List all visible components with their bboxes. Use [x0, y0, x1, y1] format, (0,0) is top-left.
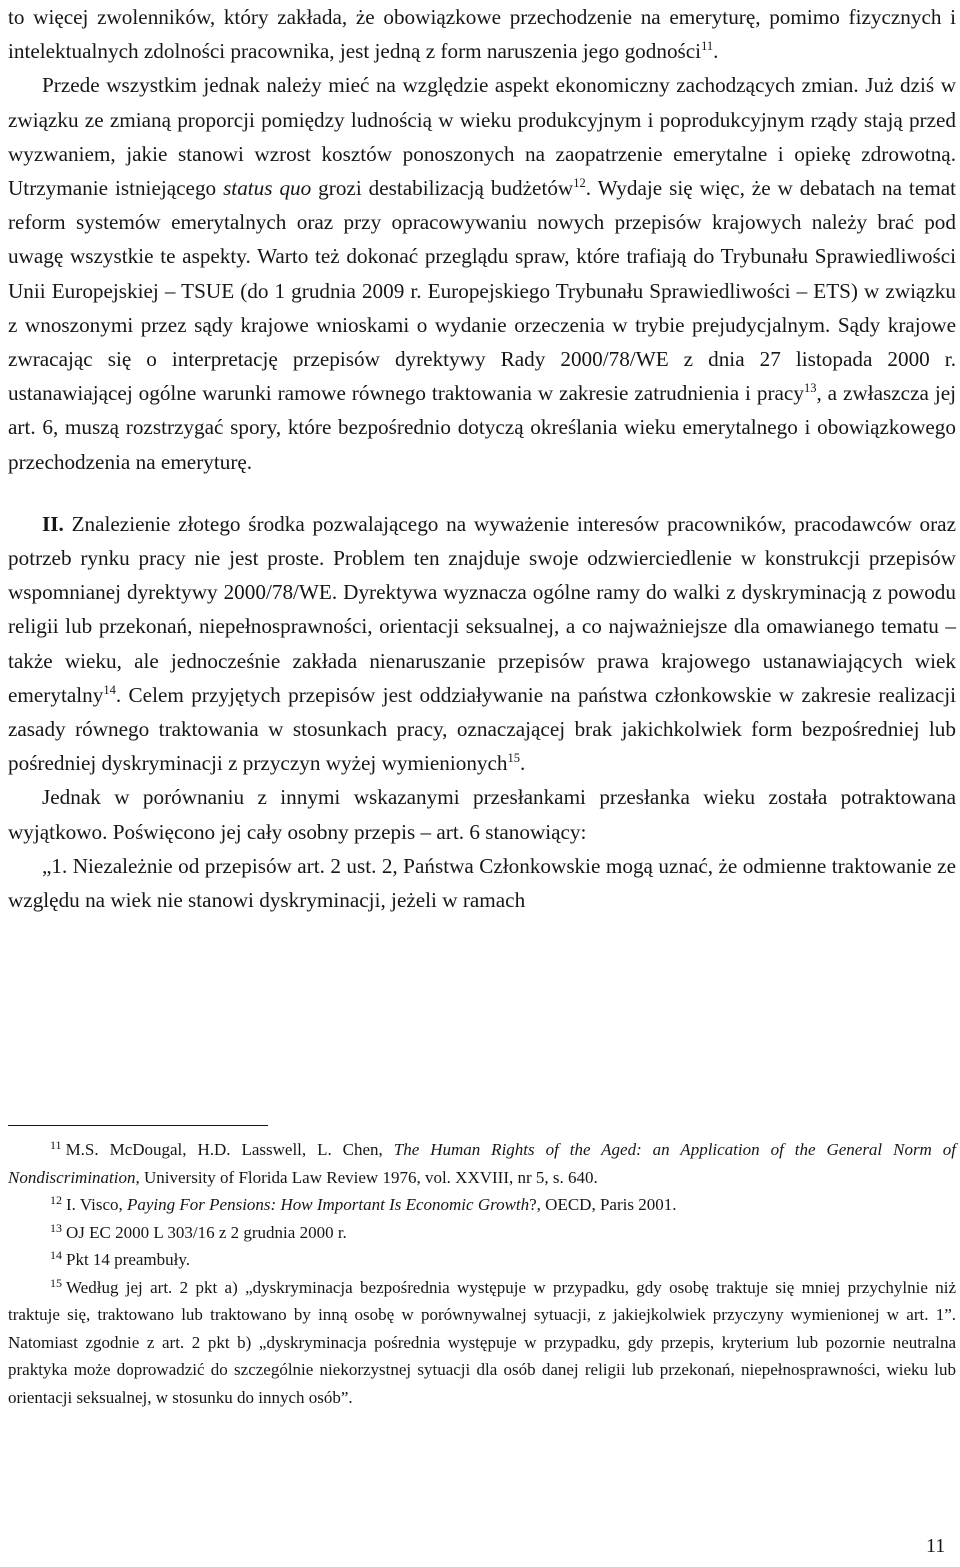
footnote-12 — [8, 1191, 956, 1219]
text-run: ?, OECD, Paris 2001. — [529, 1195, 677, 1214]
text-run: Pkt 14 preambuły. — [66, 1250, 191, 1269]
page — [8, 0, 956, 917]
footnotes — [8, 1136, 956, 1411]
text-run: Według jej art. 2 pkt a) „dyskryminacja bezpośrednia występuje w przypadku, gdy osobę traktuje się mniej przychylnie niż traktuje się, traktowano lub traktowano by inną osobę w porównywalnej sytuacji, z jakiejkolwiek przyczyny wymienionej w art. 1”. Natomiast zgodnie z art. 2 pkt b) „dyskryminacja pośrednia występuje w przypadku, gdy przepis, kryterium lub pozornie neutralna praktyka może doprowadzić do szczególnie niekorzystnej sytuacji dla osób danej religii lub przekonań, niepełnosprawności, wieku lub orientacji seksualnej, w stosunku do innych osób”. — [8, 1277, 956, 1407]
footnote-13 — [8, 1219, 956, 1247]
text-run: OJ EC 2000 L 303/16 z 2 grudnia 2000 r. — [66, 1222, 347, 1242]
footnote-reference: 13 — [803, 381, 817, 396]
text-run: I. Visco, — [66, 1195, 127, 1214]
body-paragraph — [8, 507, 956, 781]
footnote-reference: 15 — [507, 751, 521, 766]
text-run: to więcej zwolenników, który zakłada, że obowiązkowe przechodzenie na emeryturę, pomimo fizycznych i intelektualnych zdolności pracownika, jest jedną z form naruszenia jego godności — [8, 5, 956, 64]
text-run: Jednak w porównaniu z innymi wskazanymi przesłankami przesłanka wieku została potraktowana wyjątkowo. Poświęcono jej cały osobny przepis – art. 6 stanowiący: — [8, 785, 956, 844]
text-run: „1. Niezależnie od przepisów art. 2 ust. 2, Państwa Członkowskie mogą uznać, że odmienne traktowanie ze względu na wiek nie stanowi dyskryminacji, jeżeli w ramach — [8, 853, 956, 913]
footnote-number: 12 — [50, 1193, 62, 1207]
body-paragraph — [8, 780, 956, 848]
text-run: Znalezienie złotego środka pozwalającego na wyważenie interesów pracowników, pracodawców oraz potrzeb rynku pracy nie jest proste. Problem ten znajduje swoje odzwierciedlenie w konstrukcji przepisów wspomnianej dyrektywy 2000/78/WE. Dyrektywa wyznacza ogólne ramy do walki z dyskryminacją z powodu religii lub przekonań, niepełnosprawności, orientacji seksualnej, a co najważniejsze dla omawianego tematu – także wieku, ale jednocześnie zakłada nienaruszanie przepisów prawa krajowego ustanawiających wiek emerytalny — [8, 511, 956, 707]
footnote-number: 15 — [50, 1275, 62, 1290]
text-run: , a zwłaszcza jej art. 6, muszą rozstrzygać spory, które bezpośrednio dotyczą określania wieku emerytalnego i obowiązkowego przechodzenia na emeryturę. — [8, 381, 956, 474]
footnote-15 — [8, 1274, 956, 1412]
footnote-reference: 14 — [103, 682, 116, 697]
body-text — [8, 0, 956, 917]
footnote-number: 14 — [50, 1248, 62, 1262]
text-run: grozi destabilizacją budżetów — [311, 176, 574, 201]
text-run: . Celem przyjętych przepisów jest oddziaływanie na państwa członkowskie w zakresie realizacji zasady równego traktowania w stosunkach pracy, oznaczającej brak jakichkolwiek form bezpośredniej lub pośredniej dyskryminacji z przyczyn wyżej wymienionych — [8, 682, 956, 776]
page-number: 11 — [926, 1535, 946, 1557]
body-paragraph — [8, 0, 956, 68]
italic-text: Paying For Pensions: How Important Is Economic Growth — [127, 1195, 530, 1214]
footnote-11 — [8, 1136, 956, 1191]
section-number: II. — [42, 511, 64, 536]
footnote-reference: 12 — [573, 176, 586, 191]
italic-text: The Human Rights of the Aged: an Application of the General Norm of Nondiscrimination — [8, 1140, 956, 1187]
footnote-reference: 11 — [701, 39, 714, 54]
italic-text: status quo — [223, 176, 312, 201]
footnote-separator — [8, 1125, 268, 1126]
footnote-14 — [8, 1246, 956, 1274]
text-run: . — [713, 39, 719, 64]
body-paragraph — [8, 849, 956, 917]
text-run: , University of Florida Law Review 1976, vol. XXVIII, nr 5, s. 640. — [135, 1167, 598, 1187]
text-run: Przede wszystkim jednak należy mieć na względzie aspekt ekonomiczny zachodzących zmian. Już dziś w związku ze zmianą proporcji pomiędzy ludnością w wieku produkcyjnym i poprodukcyjnym rządy stają przed wyzwaniem, jakie stanowi wzrost kosztów ponoszonych na zaopatrzenie emerytalne i opiekę zdrowotną. Utrzymanie istniejącego — [8, 73, 956, 201]
footnote-number: 11 — [50, 1138, 62, 1152]
footnote-number: 13 — [50, 1220, 62, 1235]
body-paragraph — [8, 68, 956, 478]
text-run: . Wydaje się więc, że w debatach na temat reform systemów emerytalnych oraz przy opracowywaniu nowych przepisów krajowych należy brać pod uwagę wszystkie te aspekty. Warto też dokonać przeglądu spraw, które trafiają do Trybunału Sprawiedliwości Unii Europejskiej – TSUE (do 1 grudnia 2009 r. Europejskiego Trybunału Sprawiedliwości – ETS) w związku z wnoszonymi przez sądy krajowe wnioskami o wydanie orzeczenia w trybie prejudycjalnym. Sądy krajowe zwracając się o interpretację przepisów dyrektywy Rady 2000/78/WE z dnia 27 listopada 2000 r. ustanawiającej ogólne warunki ramowe równego traktowania w zakresie zatrudnienia i pracy — [8, 176, 956, 406]
text-run: M.S. McDougal, H.D. Lasswell, L. Chen, — [65, 1140, 394, 1159]
text-run: . — [520, 751, 526, 776]
